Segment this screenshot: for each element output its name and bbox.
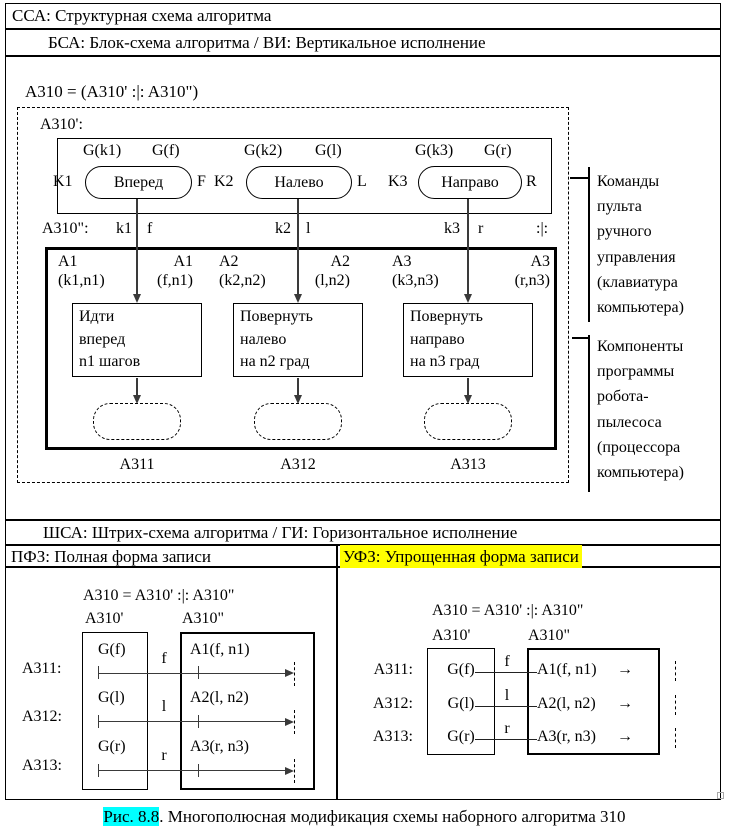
port-label bbox=[103, 252, 193, 290]
action-line: n1 шагов bbox=[79, 353, 141, 370]
ufz-letter: r bbox=[504, 720, 510, 737]
pfz-a-value: A2(l, n2) bbox=[190, 689, 249, 706]
ufz-a-value: A3(r, n3) bbox=[537, 728, 596, 745]
port-args: (f,n1) bbox=[157, 272, 193, 289]
arrow-right-icon bbox=[285, 669, 294, 677]
pole-tick bbox=[198, 764, 199, 777]
action-line: направо bbox=[410, 330, 465, 348]
g-label: G(k3) bbox=[415, 142, 454, 159]
key-left-label: K1 bbox=[53, 173, 73, 190]
pole-tick bbox=[98, 715, 99, 728]
connector-line bbox=[467, 378, 469, 396]
pfz-timeline bbox=[98, 673, 291, 674]
port-name: A2 bbox=[330, 253, 350, 270]
arrow-right-glyph: → bbox=[617, 728, 633, 745]
separator-symbol: :|: bbox=[536, 220, 549, 237]
action-line: вперед bbox=[79, 330, 126, 348]
pole-tick bbox=[198, 666, 199, 679]
pfz-formula: A310 = A310' :|: A310" bbox=[83, 587, 235, 604]
pole-tick bbox=[98, 666, 99, 679]
arrow-down-icon bbox=[133, 294, 141, 303]
pfz-a-value: A1(f, n1) bbox=[190, 641, 250, 658]
pfz-g-value: G(l) bbox=[98, 689, 125, 706]
ufz-g-value: G(l) bbox=[447, 695, 475, 712]
cut-mark bbox=[294, 710, 295, 734]
bracket-line bbox=[588, 335, 590, 492]
result-placeholder bbox=[424, 403, 512, 440]
g-label: G(r) bbox=[484, 142, 512, 159]
g-label: G(l) bbox=[315, 142, 342, 159]
column-divider bbox=[336, 544, 338, 800]
port-name: A1 bbox=[173, 253, 193, 270]
cut-mark bbox=[675, 728, 676, 748]
ufz-connector bbox=[475, 739, 537, 740]
ufz-row-label: A311: bbox=[373, 661, 413, 678]
bracket-tick bbox=[572, 337, 588, 339]
g-label: G(k2) bbox=[244, 142, 283, 159]
pfz-row-label: A312: bbox=[22, 708, 62, 725]
key-button-left[interactable] bbox=[246, 166, 352, 199]
port-name: A1 bbox=[58, 253, 78, 270]
subalgorithm-label: A313 bbox=[450, 456, 486, 473]
port-name: A3 bbox=[392, 253, 412, 270]
action-line: Идти bbox=[79, 308, 115, 325]
port-args: (k1,n1) bbox=[58, 272, 105, 289]
figure-caption bbox=[0, 806, 729, 827]
port-args: (r,n3) bbox=[514, 272, 550, 289]
pfz-timeline bbox=[98, 770, 291, 771]
pfz-letter: l bbox=[161, 698, 167, 715]
action-box-turn-left bbox=[233, 303, 363, 377]
a310p-label: A310': bbox=[40, 116, 83, 133]
port-label bbox=[58, 252, 105, 290]
row-separator-2 bbox=[5, 55, 721, 57]
arrow-down-icon bbox=[464, 294, 472, 303]
cut-mark bbox=[675, 661, 676, 681]
header-cca: ССА: Структурная схема алгоритма bbox=[12, 6, 272, 25]
ufz-letter: f bbox=[504, 653, 510, 670]
ufz-a-value: A1(f, n1) bbox=[537, 661, 597, 678]
ufz-g-value: G(r) bbox=[447, 728, 475, 745]
pfz-a-value: A3(r, n3) bbox=[190, 738, 249, 755]
token-k2: k2 bbox=[275, 220, 291, 237]
token-l: l bbox=[306, 220, 311, 237]
ufz-col2-label: A310" bbox=[528, 627, 571, 644]
key-button-forward[interactable] bbox=[85, 166, 192, 199]
g-label: G(k1) bbox=[83, 142, 122, 159]
ufz-col1-label: A310' bbox=[432, 627, 471, 644]
subalgorithm-label: A312 bbox=[280, 456, 316, 473]
pole-tick bbox=[98, 764, 99, 777]
pfz-title: ПФЗ: Полная форма записи bbox=[11, 547, 212, 566]
pole-tick bbox=[198, 715, 199, 728]
row-separator-1 bbox=[5, 28, 721, 30]
ufz-formula: A310 = A310' :|: A310" bbox=[432, 602, 584, 619]
port-label bbox=[260, 252, 350, 290]
ufz-title: УФЗ: Упрощенная форма записи bbox=[340, 545, 582, 568]
connector-line bbox=[136, 378, 138, 396]
ufz-row-label: A313: bbox=[373, 728, 413, 745]
pfz-col1-label: A310' bbox=[85, 610, 124, 627]
pfz-letter: f bbox=[161, 650, 167, 667]
figure-caption-text: . Многополюсная модификация схемы наборного алгоритма 310 bbox=[159, 807, 626, 826]
token-k3: k3 bbox=[444, 220, 460, 237]
bracket-line bbox=[588, 167, 590, 322]
pfz-letter: r bbox=[161, 747, 167, 764]
key-right-label: R bbox=[526, 173, 537, 190]
header-shsa: ШСА: Штрих-схема алгоритма / ГИ: Горизонтальное исполнение bbox=[43, 523, 518, 542]
port-name: A3 bbox=[530, 253, 550, 270]
token-r: r bbox=[478, 220, 484, 237]
ufz-g-value: G(f) bbox=[447, 661, 475, 678]
header-bsa: БСА: Блок-схема алгоритма / ВИ: Вертикальное исполнение bbox=[48, 33, 486, 52]
action-line: на n3 град bbox=[410, 353, 480, 370]
annotation-processor: Компоненты программы робота- пылесоса (процессора компьютера) bbox=[597, 338, 684, 482]
port-label bbox=[460, 252, 550, 290]
connector-line bbox=[297, 378, 299, 396]
token-f: f bbox=[147, 220, 153, 237]
result-placeholder bbox=[93, 403, 181, 440]
key-button-right[interactable] bbox=[418, 166, 522, 199]
pfz-g-value: G(r) bbox=[98, 738, 126, 755]
result-placeholder bbox=[254, 403, 342, 440]
ufz-letter: l bbox=[504, 687, 510, 704]
anchor-square bbox=[717, 792, 724, 799]
subalgorithm-label: A311 bbox=[119, 456, 155, 473]
pfz-row-label: A311: bbox=[22, 660, 62, 677]
pfz-timeline bbox=[98, 721, 291, 722]
key-right-label: F bbox=[197, 173, 206, 190]
arrow-right-glyph: → bbox=[617, 695, 633, 712]
port-args: (l,n2) bbox=[314, 272, 350, 289]
action-line: налево bbox=[240, 330, 287, 348]
pfz-col2-label: A310" bbox=[182, 610, 225, 627]
action-box-forward bbox=[72, 303, 202, 377]
port-name: A2 bbox=[219, 253, 239, 270]
figure-number: Рис. 8.8 bbox=[103, 807, 160, 826]
ufz-connector bbox=[475, 706, 537, 707]
action-box-turn-right bbox=[403, 303, 533, 377]
port-label bbox=[219, 252, 266, 290]
annotation-keyboard: Команды пульта ручного управления (клавиатура компьютера) bbox=[597, 173, 684, 317]
ufz-row-label: A312: bbox=[373, 695, 413, 712]
key-button-label: Направо bbox=[441, 173, 499, 191]
key-button-label: Налево bbox=[274, 173, 324, 191]
key-right-label: L bbox=[357, 173, 367, 190]
key-left-label: K2 bbox=[214, 173, 234, 190]
port-label bbox=[392, 252, 439, 290]
action-line: на n2 град bbox=[240, 353, 310, 370]
cut-mark bbox=[675, 695, 676, 715]
row-separator-3 bbox=[5, 519, 721, 521]
token-k1: k1 bbox=[116, 220, 132, 237]
g-label: G(f) bbox=[152, 142, 180, 159]
pfz-g-value: G(f) bbox=[98, 641, 126, 658]
ufz-a-value: A2(l, n2) bbox=[537, 695, 596, 712]
cut-mark bbox=[294, 662, 295, 686]
bracket-tick bbox=[570, 177, 588, 179]
arrow-down-icon bbox=[294, 294, 302, 303]
pfz-row-label: A313: bbox=[22, 757, 62, 774]
port-args: (k2,n2) bbox=[219, 272, 266, 289]
action-line: Повернуть bbox=[240, 308, 313, 325]
arrow-right-icon bbox=[285, 767, 294, 775]
port-args: (k3,n3) bbox=[392, 272, 439, 289]
cut-mark bbox=[294, 759, 295, 783]
action-line: Повернуть bbox=[410, 308, 483, 325]
bsa-formula: A310 = (A310' :|: A310") bbox=[25, 82, 199, 101]
arrow-right-icon bbox=[285, 718, 294, 726]
key-left-label: K3 bbox=[388, 173, 408, 190]
ufz-connector bbox=[475, 672, 537, 673]
arrow-right-glyph: → bbox=[617, 661, 633, 678]
a310pp-label: A310": bbox=[42, 220, 89, 237]
key-button-label: Вперед bbox=[113, 173, 164, 191]
